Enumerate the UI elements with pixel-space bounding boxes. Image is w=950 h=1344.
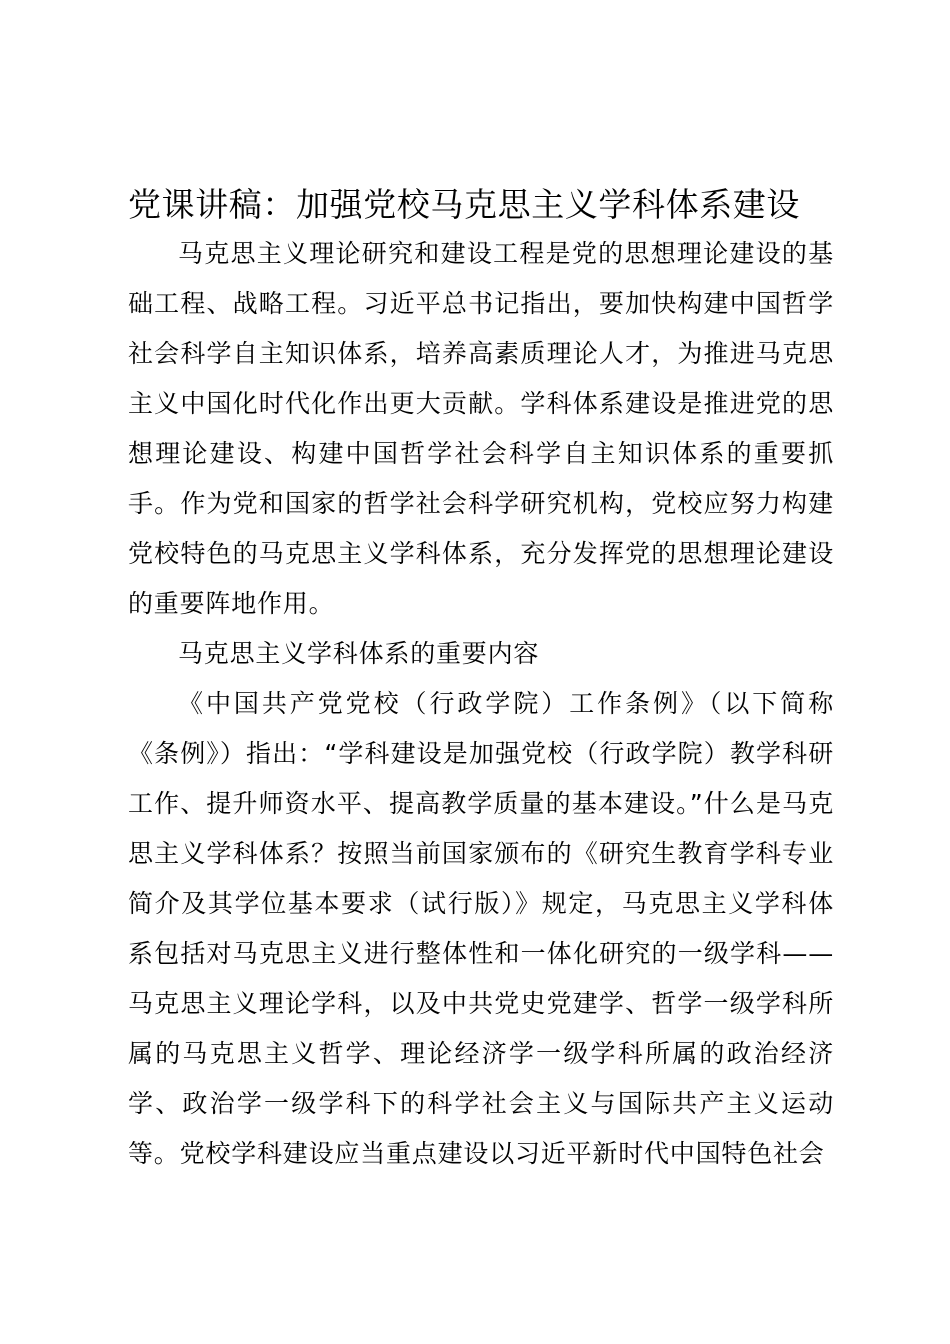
section-heading: 马克思主义学科体系的重要内容: [178, 639, 540, 668]
document-body: [128, 229, 834, 1179]
intro-paragraph: 马克思主义理论研究和建设工程是党的思想理论建设的基础工程、战略工程。习近平总书记指出，要加快构建中国哲学社会科学自主知识体系，培养高素质理论人才，为推进马克思主义中国化时代化作出更大贡献。学科体系建设是推进党的思想理论建设、构建中国哲学社会科学自主知识体系的重要抓手。作为党和国家的哲学社会科学研究机构，党校应努力构建党校特色的马克思主义学科体系，充分发挥党的思想理论建设的重要阵地作用。: [128, 239, 834, 618]
body-paragraph: 《中国共产党党校（行政学院）工作条例》（以下简称《条例》）指出：“学科建设是加强党校（行政学院）教学科研工作、提升师资水平、提高教学质量的基本建设。”什么是马克思主义学科体系？按照当前国家颁布的《研究生教育学科专业简介及其学位基本要求（试行版）》规定，马克思主义学科体系包括对马克思主义进行整体性和一体化研究的一级学科——马克思主义理论学科，以及中共党史党建学、哲学一级学科所属的马克思主义哲学、理论经济学一级学科所属的政治经济学、政治学一级学科下的科学社会主义与国际共产主义运动等。党校学科建设应当重点建设以习近平新时代中国特色社会: [128, 689, 834, 1168]
document-title: 党课讲稿：加强党校马克思主义学科体系建设: [128, 185, 800, 224]
